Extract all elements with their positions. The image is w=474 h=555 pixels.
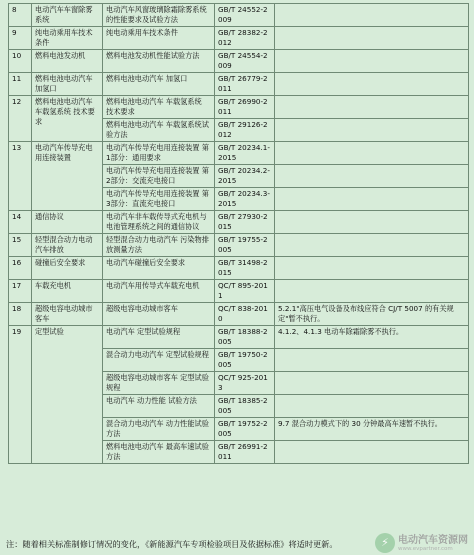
inspection-item: 燃料电池发动机	[32, 50, 103, 73]
remark	[275, 395, 469, 418]
inspection-item: 燃料电池电动汽车 车载氢系统 技术要求	[32, 96, 103, 142]
table-row	[9, 142, 469, 165]
remark	[275, 257, 469, 280]
remark: 5.2.1"高压电气设备及布线应符合 CJ/T 5007 的有关规定"暂不执行。	[275, 303, 469, 326]
table-row	[9, 96, 469, 119]
inspection-item: 定型试验	[32, 326, 103, 464]
remark: 9.7 混合动力模式下的 30 分钟最高车速暂不执行。	[275, 418, 469, 441]
standard-code: GB/T 20234.3-2015	[215, 188, 275, 211]
table-row	[9, 4, 469, 27]
inspection-item: 电动汽车传导充电用连接装置	[32, 142, 103, 211]
table-row	[9, 234, 469, 257]
standard-name: 电动汽车传导充电用连接装置 第2部分：交流充电接口	[103, 165, 215, 188]
inspection-item: 通信协议	[32, 211, 103, 234]
row-number: 19	[9, 326, 32, 464]
standards-table-body	[9, 4, 469, 464]
remark	[275, 73, 469, 96]
remark	[275, 372, 469, 395]
standard-name: 混合动力电动汽车 动力性能试验方法	[103, 418, 215, 441]
remark	[275, 27, 469, 50]
standard-code: GB/T 24554-2009	[215, 50, 275, 73]
row-number: 17	[9, 280, 32, 303]
inspection-item: 燃料电池电动汽车 加氢口	[32, 73, 103, 96]
standard-code: GB/T 19750-2005	[215, 349, 275, 372]
standard-name: 混合动力电动汽车 定型试验规程	[103, 349, 215, 372]
standard-code: GB/T 31498-2015	[215, 257, 275, 280]
standard-code: GB/T 29126-2012	[215, 119, 275, 142]
row-number: 16	[9, 257, 32, 280]
table-row	[9, 50, 469, 73]
watermark-name: 电动汽车资源网	[398, 534, 468, 546]
standard-code: GB/T 20234.1-2015	[215, 142, 275, 165]
table-row	[9, 211, 469, 234]
row-number: 11	[9, 73, 32, 96]
remark	[275, 441, 469, 464]
standard-code: GB/T 18385-2005	[215, 395, 275, 418]
remark	[275, 188, 469, 211]
inspection-item: 碰撞后安全要求	[32, 257, 103, 280]
remark	[275, 4, 469, 27]
standard-name: 燃料电池电动汽车 车载氢系统试验方法	[103, 119, 215, 142]
remark	[275, 349, 469, 372]
remark	[275, 280, 469, 303]
standards-table	[8, 3, 469, 464]
standard-name: 燃料电池电动汽车 加氢口	[103, 73, 215, 96]
remark	[275, 165, 469, 188]
standard-name: 纯电动乘用车技术条件	[103, 27, 215, 50]
standard-code: GB/T 19755-2005	[215, 234, 275, 257]
standard-code: QC/T 838-2010	[215, 303, 275, 326]
standard-name: 电动汽车传导充电用连接装置 第3部分：直流充电接口	[103, 188, 215, 211]
standard-name: 燃料电池发动机性能试验方法	[103, 50, 215, 73]
row-number: 13	[9, 142, 32, 211]
inspection-item: 超级电容电动城市客车	[32, 303, 103, 326]
table-row	[9, 303, 469, 326]
table-row	[9, 326, 469, 349]
standard-code: GB/T 20234.2-2015	[215, 165, 275, 188]
row-number: 18	[9, 303, 32, 326]
watermark	[375, 533, 468, 553]
standard-name: 超级电容电动城市客车 定型试验规程	[103, 372, 215, 395]
row-number: 15	[9, 234, 32, 257]
row-number: 12	[9, 96, 32, 142]
plug-icon: ⚡	[375, 533, 395, 553]
row-number: 8	[9, 4, 32, 27]
standard-name: 电动汽车碰撞后安全要求	[103, 257, 215, 280]
standard-code: GB/T 19752-2005	[215, 418, 275, 441]
row-number: 9	[9, 27, 32, 50]
standard-name: 轻型混合动力电动汽车 污染物排放测量方法	[103, 234, 215, 257]
standard-name: 超级电容电动城市客车	[103, 303, 215, 326]
standard-name: 电动汽车用传导式车载充电机	[103, 280, 215, 303]
remark	[275, 50, 469, 73]
inspection-item: 纯电动乘用车技术条件	[32, 27, 103, 50]
standard-code: QC/T 925-2013	[215, 372, 275, 395]
footer-note: 注：随着相关标准制修订情况的变化，《新能源汽车专项检验项目及依据标准》将适时更新。	[6, 539, 338, 549]
standard-code: GB/T 26991-2011	[215, 441, 275, 464]
standard-name: 燃料电池电动汽车 车载氢系统 技术要求	[103, 96, 215, 119]
inspection-item: 车载充电机	[32, 280, 103, 303]
row-number: 14	[9, 211, 32, 234]
standard-name: 燃料电池电动汽车 最高车速试验方法	[103, 441, 215, 464]
table-row	[9, 280, 469, 303]
standard-code: GB/T 26779-2011	[215, 73, 275, 96]
remark	[275, 234, 469, 257]
remark: 4.1.2、4.1.3 电动车除霜除雾不执行。	[275, 326, 469, 349]
watermark-url: www.evpartner.com	[398, 545, 453, 552]
standard-code: GB/T 26990-2011	[215, 96, 275, 119]
standard-name: 电动汽车风窗玻璃除霜除雾系统的性能要求及试验方法	[103, 4, 215, 27]
remark	[275, 119, 469, 142]
standard-name: 电动汽车非车载传导式充电机与电池管理系统之间的通信协议	[103, 211, 215, 234]
remark	[275, 142, 469, 165]
standard-code: QC/T 895-2011	[215, 280, 275, 303]
table-row	[9, 73, 469, 96]
standard-code: GB/T 27930-2015	[215, 211, 275, 234]
inspection-item: 轻型混合动力电动汽车排放	[32, 234, 103, 257]
table-row	[9, 257, 469, 280]
remark	[275, 96, 469, 119]
remark	[275, 211, 469, 234]
standard-name: 电动汽车传导充电用连接装置 第1部分：通用要求	[103, 142, 215, 165]
row-number: 10	[9, 50, 32, 73]
standard-name: 电动汽车 动力性能 试验方法	[103, 395, 215, 418]
standard-code: GB/T 18388-2005	[215, 326, 275, 349]
standard-code: GB/T 24552-2009	[215, 4, 275, 27]
standard-code: GB/T 28382-2012	[215, 27, 275, 50]
inspection-item: 电动汽车车窗除雾系统	[32, 4, 103, 27]
table-row	[9, 27, 469, 50]
standard-name: 电动汽车 定型试验规程	[103, 326, 215, 349]
